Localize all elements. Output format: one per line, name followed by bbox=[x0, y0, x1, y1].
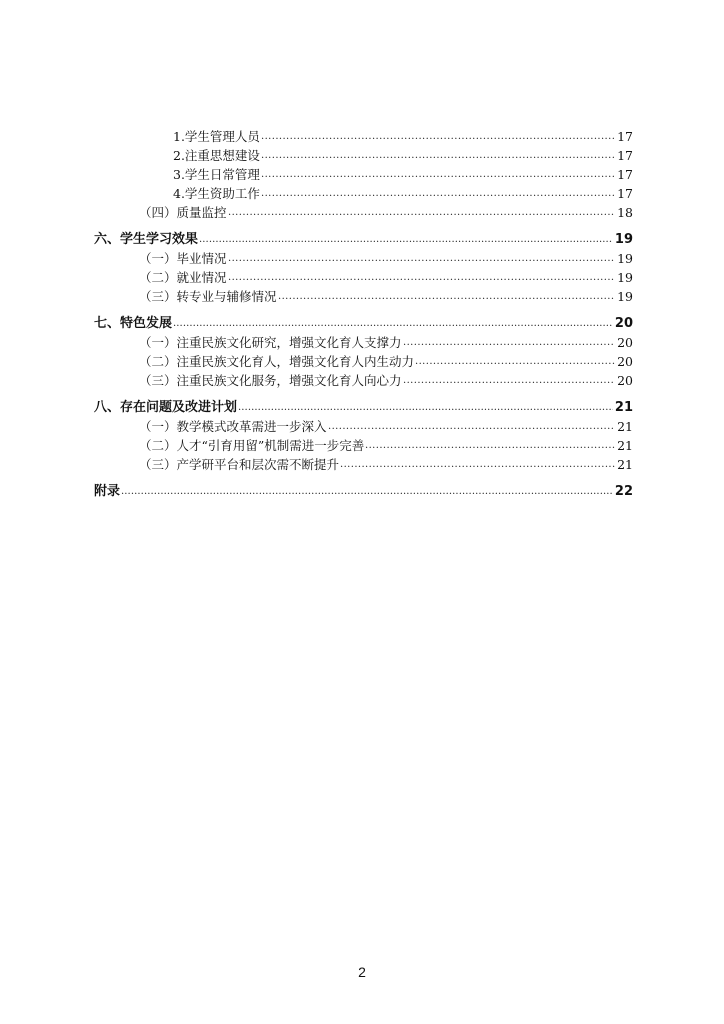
toc-entry[interactable] bbox=[0, 418, 724, 436]
toc-entry[interactable] bbox=[0, 128, 724, 146]
toc-leader-dots bbox=[328, 418, 615, 436]
toc-entry-title: （三）注重民族文化服务，增强文化育人向心力 bbox=[139, 373, 402, 388]
toc-entry[interactable] bbox=[0, 334, 724, 352]
toc-entry-title: （三）转专业与辅修情况 bbox=[139, 289, 277, 304]
toc-entry-title: 八、存在问题及改进计划 bbox=[94, 400, 238, 415]
toc-entry-page: 17 bbox=[617, 167, 633, 182]
toc-entry-title: （二）注重民族文化育人，增强文化育人内生动力 bbox=[139, 354, 415, 369]
toc-leader-dots bbox=[261, 185, 615, 203]
toc-leader-dots bbox=[228, 204, 615, 222]
toc-entry-title: 2.注重思想建设 bbox=[173, 148, 260, 163]
toc-entry[interactable] bbox=[0, 185, 724, 203]
toc-entry[interactable] bbox=[0, 456, 724, 474]
toc-entry-page: 19 bbox=[617, 270, 633, 285]
toc-leader-dots bbox=[365, 437, 615, 455]
toc-entry-title: （四）质量监控 bbox=[139, 205, 227, 220]
toc-leader-dots bbox=[415, 353, 615, 371]
toc-entry-title: 七、特色发展 bbox=[94, 316, 173, 331]
toc-entry-page: 21 bbox=[617, 457, 633, 472]
toc-entry-title: 附录 bbox=[94, 484, 121, 499]
toc-entry-page: 20 bbox=[617, 354, 633, 369]
toc-entry-title: （一）毕业情况 bbox=[139, 251, 227, 266]
toc-leader-dots bbox=[278, 288, 615, 306]
toc-entry[interactable] bbox=[0, 166, 724, 184]
toc-leader-dots bbox=[228, 269, 615, 287]
toc-entry-page: 22 bbox=[614, 484, 633, 499]
toc-entry[interactable] bbox=[0, 437, 724, 455]
toc-entry-page: 20 bbox=[617, 373, 633, 388]
toc-entry-title: （一）教学模式改革需进一步深入 bbox=[139, 419, 327, 434]
toc-entry-page: 19 bbox=[617, 289, 633, 304]
toc-entry-title: 4.学生资助工作 bbox=[173, 186, 260, 201]
toc-entry-page: 18 bbox=[617, 205, 633, 220]
toc-leader-dots bbox=[261, 147, 615, 165]
toc-entry[interactable] bbox=[0, 483, 724, 501]
toc-entry[interactable] bbox=[0, 231, 724, 249]
page-number: 2 bbox=[358, 964, 366, 980]
toc-entry[interactable] bbox=[0, 288, 724, 306]
toc-entry[interactable] bbox=[0, 353, 724, 371]
toc-entry-page: 21 bbox=[617, 419, 633, 434]
toc-leader-dots bbox=[173, 315, 613, 333]
toc-entry[interactable] bbox=[0, 250, 724, 268]
toc-entry-title: （二）人才“引育用留”机制需进一步完善 bbox=[139, 438, 365, 453]
toc-entry-title: （三）产学研平台和层次需不断提升 bbox=[139, 457, 340, 472]
toc-entry-page: 17 bbox=[617, 148, 633, 163]
toc-entry-page: 21 bbox=[614, 400, 633, 415]
toc-entry[interactable] bbox=[0, 399, 724, 417]
toc-leader-dots bbox=[238, 399, 613, 417]
toc-entry[interactable] bbox=[0, 204, 724, 222]
toc-leader-dots bbox=[403, 372, 615, 390]
toc-leader-dots bbox=[403, 334, 615, 352]
toc-leader-dots bbox=[199, 231, 613, 249]
toc-entry-page: 20 bbox=[617, 335, 633, 350]
toc-entry[interactable] bbox=[0, 372, 724, 390]
toc-entry-page: 20 bbox=[614, 316, 633, 331]
toc-entry-page: 19 bbox=[617, 251, 633, 266]
toc-entry-title: 六、学生学习效果 bbox=[94, 232, 199, 247]
toc-leader-dots bbox=[261, 128, 615, 146]
toc-leader-dots bbox=[261, 166, 615, 184]
toc-entry-page: 17 bbox=[617, 186, 633, 201]
toc-entry-title: （一）注重民族文化研究，增强文化育人支撑力 bbox=[139, 335, 402, 350]
toc-leader-dots bbox=[340, 456, 615, 474]
toc-entry[interactable] bbox=[0, 147, 724, 165]
toc-entry-title: 1.学生管理人员 bbox=[173, 129, 260, 144]
toc-entry-page: 19 bbox=[614, 232, 633, 247]
toc-entry-title: （二）就业情况 bbox=[139, 270, 227, 285]
toc-entry[interactable] bbox=[0, 315, 724, 333]
toc-leader-dots bbox=[121, 483, 613, 501]
toc-entry[interactable] bbox=[0, 269, 724, 287]
toc-entry-page: 17 bbox=[617, 129, 633, 144]
toc-entry-page: 21 bbox=[617, 438, 633, 453]
toc-entry-title: 3.学生日常管理 bbox=[173, 167, 260, 182]
toc-leader-dots bbox=[228, 250, 615, 268]
